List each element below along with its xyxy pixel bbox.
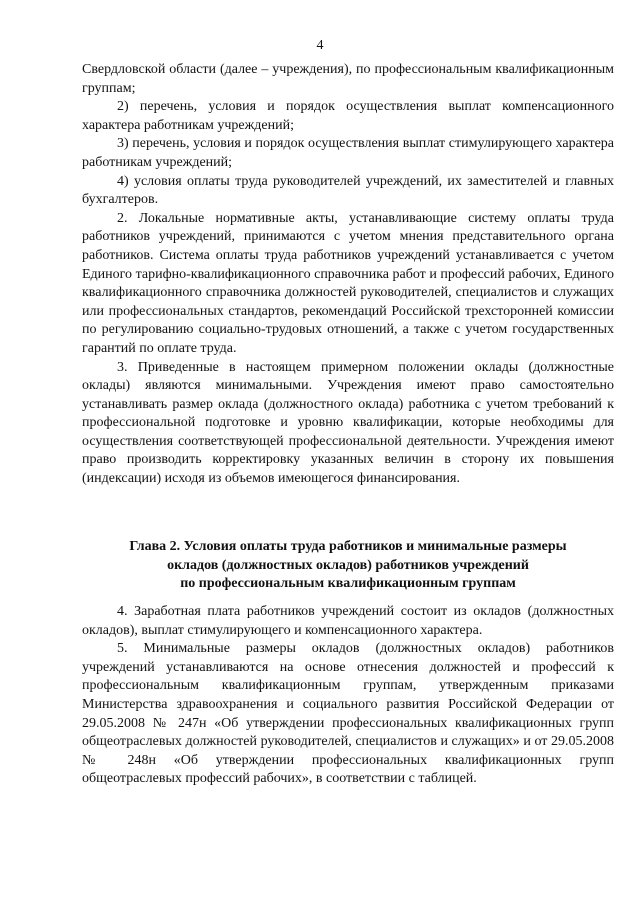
body-text-bottom bbox=[82, 603, 614, 789]
paragraph: Свердловской области (далее – учреждения), по профессиональным квалификационным группам; bbox=[82, 62, 614, 96]
chapter-heading bbox=[82, 538, 614, 594]
paragraph: 3) перечень, условия и порядок осуществления выплат стимулирующего характера работникам учреждений; bbox=[82, 136, 614, 170]
paragraph: 3. Приведенные в настоящем примерном положении оклады (должностные оклады) являются минимальными. Учреждения имеют право самостоятельно устанавливать размер оклада (должностного оклада) работника с учетом требований к профессиональной подготовке и уровню квалификации, которые необходимы для осуществления соответствующей профессиональной деятельности. Учреждения имеют право производить корректировку указанных величин в сторону их повышения (индексации) исходя из объемов имеющегося финансирования. bbox=[82, 359, 614, 487]
chapter-heading-line: по профессиональным квалификационным группам bbox=[180, 576, 516, 592]
paragraph: 2) перечень, условия и порядок осуществления выплат компенсационного характера работникам учреждений; bbox=[82, 99, 614, 133]
paragraph: 4. Заработная плата работников учреждений состоит из окладов (должностных окладов), выплат стимулирующего и компенсационного характера. bbox=[82, 604, 614, 638]
paragraph: 2. Локальные нормативные акты, устанавливающие систему оплаты труда работников учреждений, принимаются с учетом мнения представительного органа работников. Система оплаты труда работников учреждений устанавливается с учетом Единого тарифно-квалификационного справочника работ и профессий рабочих, Единого квалификационного справочника должностей руководителей, специалистов и служащих или профессиональных стандартов, рекомендаций Российской трехсторонней комиссии по регулированию социально-трудовых отношений, а также с учетом государственных гарантий по оплате труда. bbox=[82, 210, 614, 356]
body-text-top bbox=[82, 61, 614, 489]
chapter-heading-line: окладов (должностных окладов) работников учреждений bbox=[167, 557, 529, 573]
paragraph: 4) условия оплаты труда руководителей учреждений, их заместителей и главных бухгалтеров. bbox=[82, 173, 614, 208]
page-number: 4 bbox=[316, 38, 324, 53]
chapter-heading-line: Глава 2. Условия оплаты труда работников и минимальные размеры bbox=[129, 539, 567, 554]
paragraph: 5. Минимальные размеры окладов (должностных окладов) работников учреждений устанавливаются на основе отнесения должностей и профессий к профессиональным квалификационным группам, утвержденным приказами Министерства здравоохранения и социального развития Российской Федерации от 29.05.2008 № 247н «Об утверждении профессиональных квалификационных групп общеотраслевых должностей руководителей, специалистов и служащих» и от 29.05.2008 № 248н «Об утверждении профессиональных квалификационных групп общеотраслевых профессий рабочих», в соответствии с таблицей. bbox=[82, 641, 614, 787]
